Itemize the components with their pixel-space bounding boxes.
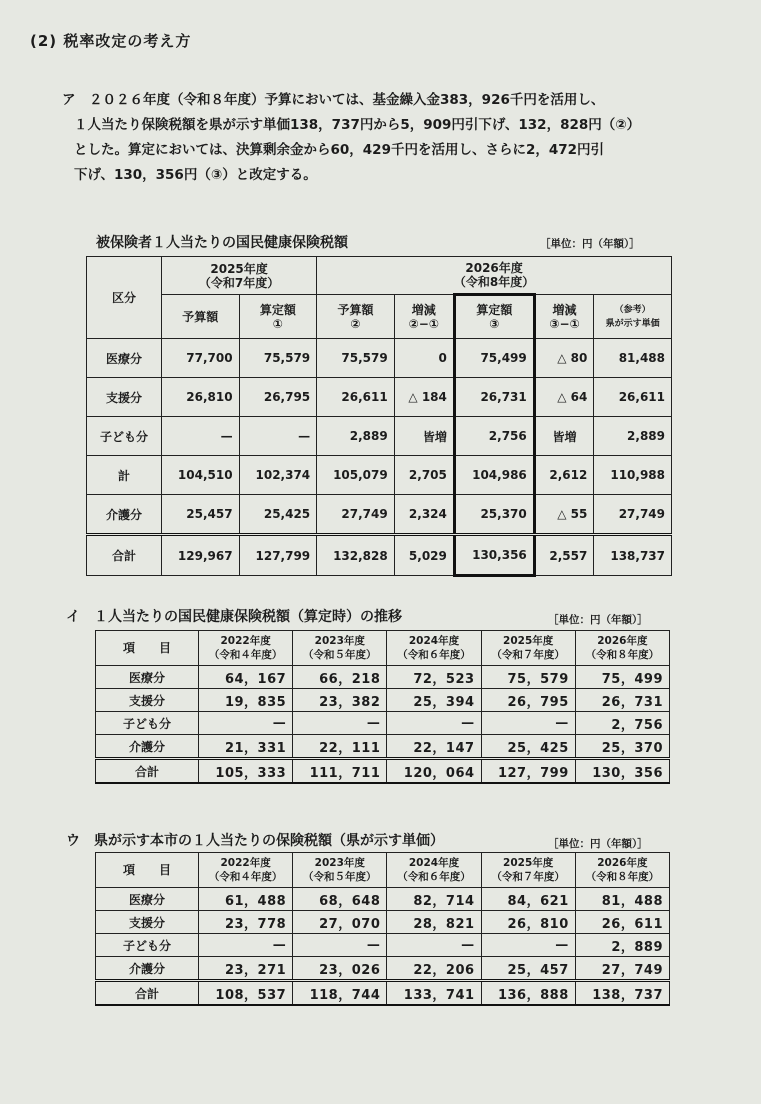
header-2025 bbox=[162, 257, 317, 295]
table-cell: 75，579 bbox=[481, 666, 575, 689]
table-cell: — bbox=[162, 417, 240, 456]
table-cell: — bbox=[387, 712, 481, 735]
row-label: 子ども分 bbox=[87, 417, 162, 456]
header-year-label: 2022年度 bbox=[220, 635, 271, 647]
header-2026-sub: （令和8年度） bbox=[453, 275, 535, 289]
header-year-sub: （令和７年度） bbox=[491, 649, 565, 661]
paragraph-line-2: １人当たり保険税額を県が示す単価138，737円から5，909円引下げ、132，828円（②） bbox=[74, 117, 641, 133]
table-cell: 28，821 bbox=[387, 911, 481, 934]
table-cell: 23，026 bbox=[293, 957, 387, 981]
row-label: 介護分 bbox=[96, 957, 199, 981]
row-label: 医療分 bbox=[96, 666, 199, 689]
header-year-sub: （令和４年度） bbox=[208, 649, 283, 661]
table-cell: 111，711 bbox=[293, 759, 387, 784]
paragraph-line-1: ア ２０２６年度（令和８年度）予算においては、基金繰入金383，926千円を活用し、 bbox=[62, 92, 605, 108]
table-cell: 21，331 bbox=[199, 735, 293, 759]
table-cell: 105，333 bbox=[199, 759, 293, 784]
header-item: 項 目 bbox=[96, 631, 199, 666]
row-label: 支援分 bbox=[96, 689, 199, 712]
table-cell: 130,356 bbox=[454, 535, 534, 576]
paragraph-line-4: 下げ、130，356円（③）と改定する。 bbox=[74, 167, 317, 183]
header-santei-3 bbox=[454, 295, 534, 339]
table-cell: 66，218 bbox=[293, 666, 387, 689]
header-yosan-2 bbox=[317, 295, 395, 339]
header-year-sub: （令和６年度） bbox=[397, 871, 471, 883]
table-cell: 133，741 bbox=[387, 981, 481, 1006]
table-row bbox=[87, 378, 672, 417]
header-zougen-1-label: 増減 bbox=[411, 302, 436, 317]
table-row bbox=[96, 934, 670, 957]
header-year-label: 2024年度 bbox=[408, 635, 460, 647]
table-cell: 26,810 bbox=[162, 378, 240, 417]
table-cell: 0 bbox=[394, 339, 454, 378]
table-cell: — bbox=[293, 934, 387, 957]
table-cell: 102,374 bbox=[239, 456, 317, 495]
table-cell: 25，394 bbox=[387, 689, 481, 712]
header-santei-1-label: 算定額 bbox=[259, 302, 296, 317]
table-cell: 25,425 bbox=[239, 495, 317, 535]
table-row bbox=[96, 911, 670, 934]
header-reference-sub: 県が示す単価 bbox=[605, 318, 660, 329]
table-cell: — bbox=[481, 712, 575, 735]
table-cell: 25,370 bbox=[454, 495, 534, 535]
table-cell: — bbox=[481, 934, 575, 957]
table-cell: 26，731 bbox=[575, 689, 669, 712]
header-reference bbox=[594, 295, 672, 339]
table-cell: 25，425 bbox=[481, 735, 575, 759]
table-cell: 2,612 bbox=[534, 456, 594, 495]
table-cell: 皆増 bbox=[394, 417, 454, 456]
table-cell: 2,756 bbox=[454, 417, 534, 456]
table-cell: 84，621 bbox=[481, 888, 575, 911]
table-cell: — bbox=[239, 417, 317, 456]
header-year bbox=[293, 853, 387, 888]
tax-per-person-table bbox=[86, 256, 672, 577]
table-cell: 2，756 bbox=[575, 712, 669, 735]
table-row bbox=[96, 666, 670, 689]
header-year bbox=[575, 853, 669, 888]
table-cell: 26，611 bbox=[575, 911, 669, 934]
header-2025-year: 2025年度 bbox=[210, 261, 268, 276]
table-cell: 75,499 bbox=[454, 339, 534, 378]
table-row-total bbox=[87, 535, 672, 576]
table-cell: 27,749 bbox=[594, 495, 672, 535]
header-zougen-1 bbox=[394, 295, 454, 339]
table3-unit: ［単位：円（年額）］ bbox=[548, 838, 648, 850]
header-santei-3-label: 算定額 bbox=[476, 303, 513, 317]
header-year bbox=[481, 631, 575, 666]
header-2026-year: 2026年度 bbox=[465, 261, 523, 275]
header-year-label: 2023年度 bbox=[314, 635, 365, 647]
table-row bbox=[96, 712, 670, 735]
header-yosan-2-label: 予算額 bbox=[337, 302, 374, 317]
table-cell: — bbox=[387, 934, 481, 957]
table-cell: 22，111 bbox=[293, 735, 387, 759]
table1-caption: 被保険者１人当たりの国民健康保険税額 bbox=[96, 235, 348, 251]
header-reference-label: （参考） bbox=[614, 304, 651, 315]
table3-caption: ウ 県が示す本市の１人当たりの保険税額（県が示す単価） bbox=[66, 833, 444, 849]
table-cell: 82，714 bbox=[387, 888, 481, 911]
header-year-sub: （令和４年度） bbox=[208, 871, 283, 883]
table-cell: 127，799 bbox=[481, 759, 575, 784]
table-cell: 108，537 bbox=[199, 981, 293, 1006]
row-label: 支援分 bbox=[96, 911, 199, 934]
row-label: 子ども分 bbox=[96, 712, 199, 735]
table-cell: 25，457 bbox=[481, 957, 575, 981]
table-cell: 2，889 bbox=[575, 934, 669, 957]
section-heading: (2) 税率改定の考え方 bbox=[30, 32, 192, 50]
header-zougen-2 bbox=[534, 295, 594, 339]
table-cell: 104,510 bbox=[162, 456, 240, 495]
table-cell: 26，810 bbox=[481, 911, 575, 934]
table-row-total bbox=[96, 759, 670, 784]
table-cell: 72，523 bbox=[387, 666, 481, 689]
table-cell: 2,889 bbox=[594, 417, 672, 456]
table-cell: 25,457 bbox=[162, 495, 240, 535]
table-cell: 22，206 bbox=[387, 957, 481, 981]
table-cell: 27,749 bbox=[317, 495, 395, 535]
header-year-sub: （令和６年度） bbox=[397, 649, 471, 661]
table-cell: 75，499 bbox=[575, 666, 669, 689]
table-cell: 81,488 bbox=[594, 339, 672, 378]
header-year bbox=[199, 853, 293, 888]
table-row bbox=[96, 888, 670, 911]
table-cell: △ 80 bbox=[534, 339, 594, 378]
table-cell: 5,029 bbox=[394, 535, 454, 576]
table-cell: 皆増 bbox=[534, 417, 594, 456]
header-year-sub: （令和８年度） bbox=[585, 871, 660, 883]
explanation-paragraph bbox=[62, 88, 702, 188]
table-cell: 27，749 bbox=[575, 957, 669, 981]
table-cell: — bbox=[199, 934, 293, 957]
table-row bbox=[96, 735, 670, 759]
header-year bbox=[481, 853, 575, 888]
row-label: 合計 bbox=[96, 759, 199, 784]
table-cell: 68，648 bbox=[293, 888, 387, 911]
header-zougen-2-label: 増減 bbox=[552, 302, 577, 317]
header-year bbox=[199, 631, 293, 666]
table-cell: 130，356 bbox=[575, 759, 669, 784]
table-cell: 104,986 bbox=[454, 456, 534, 495]
header-year-sub: （令和５年度） bbox=[303, 871, 377, 883]
table-cell: 129,967 bbox=[162, 535, 240, 576]
table-row bbox=[96, 689, 670, 712]
table-cell: 136，888 bbox=[481, 981, 575, 1006]
table-cell: 27，070 bbox=[293, 911, 387, 934]
header-year-label: 2022年度 bbox=[220, 857, 271, 869]
table-cell: 26，795 bbox=[481, 689, 575, 712]
table-cell: 120，064 bbox=[387, 759, 481, 784]
table-cell: 81，488 bbox=[575, 888, 669, 911]
header-item: 項 目 bbox=[96, 853, 199, 888]
header-year-sub: （令和７年度） bbox=[491, 871, 565, 883]
header-year bbox=[293, 631, 387, 666]
row-label: 合計 bbox=[96, 981, 199, 1006]
row-label: 支援分 bbox=[87, 378, 162, 417]
header-zougen-1-mark: ②−① bbox=[408, 316, 439, 331]
header-year-sub: （令和８年度） bbox=[585, 649, 660, 661]
header-year-label: 2026年度 bbox=[597, 635, 648, 647]
table-cell: 23，271 bbox=[199, 957, 293, 981]
header-year bbox=[387, 853, 481, 888]
header-santei-3-mark: ③ bbox=[489, 317, 500, 331]
table-cell: — bbox=[293, 712, 387, 735]
table-cell: 105,079 bbox=[317, 456, 395, 495]
paragraph-line-3: とした。算定においては、決算剰余金から60，429千円を活用し、さらに2，472円引 bbox=[74, 142, 605, 158]
table-row bbox=[87, 495, 672, 535]
table-cell: 26,611 bbox=[594, 378, 672, 417]
header-year-label: 2024年度 bbox=[408, 857, 460, 869]
table1-unit: ［単位：円（年額）］ bbox=[540, 238, 640, 250]
header-year bbox=[575, 631, 669, 666]
table-cell: 77,700 bbox=[162, 339, 240, 378]
table-cell: 26,731 bbox=[454, 378, 534, 417]
row-label: 医療分 bbox=[96, 888, 199, 911]
header-year-sub: （令和５年度） bbox=[303, 649, 377, 661]
header-yosan-2025: 予算額 bbox=[162, 295, 240, 339]
table-cell: 118，744 bbox=[293, 981, 387, 1006]
table-cell: △ 55 bbox=[534, 495, 594, 535]
table-cell: 26,611 bbox=[317, 378, 395, 417]
table-cell: 64，167 bbox=[199, 666, 293, 689]
table-cell: 138，737 bbox=[575, 981, 669, 1006]
table-row bbox=[87, 417, 672, 456]
table-row-total bbox=[96, 981, 670, 1006]
table-cell: 110,988 bbox=[594, 456, 672, 495]
row-label: 介護分 bbox=[87, 495, 162, 535]
table-cell: 138,737 bbox=[594, 535, 672, 576]
header-zougen-2-mark: ③−① bbox=[549, 316, 580, 331]
table2-caption: イ １人当たりの国民健康保険税額（算定時）の推移 bbox=[66, 609, 402, 625]
header-santei-1-mark: ① bbox=[272, 316, 283, 331]
header-year bbox=[387, 631, 481, 666]
header-santei-1 bbox=[239, 295, 317, 339]
table-cell: △ 64 bbox=[534, 378, 594, 417]
row-label: 合計 bbox=[87, 535, 162, 576]
header-2026 bbox=[317, 257, 672, 295]
table-cell: 25，370 bbox=[575, 735, 669, 759]
table-row bbox=[87, 456, 672, 495]
table-cell: — bbox=[199, 712, 293, 735]
table2-unit: ［単位：円（年額）］ bbox=[548, 614, 648, 626]
table-cell: 2,889 bbox=[317, 417, 395, 456]
table-cell: △ 184 bbox=[394, 378, 454, 417]
header-year-label: 2023年度 bbox=[314, 857, 365, 869]
table-cell: 61，488 bbox=[199, 888, 293, 911]
table-cell: 127,799 bbox=[239, 535, 317, 576]
row-label: 計 bbox=[87, 456, 162, 495]
row-label: 医療分 bbox=[87, 339, 162, 378]
table-row bbox=[96, 957, 670, 981]
header-year-label: 2025年度 bbox=[503, 635, 554, 647]
table-cell: 132,828 bbox=[317, 535, 395, 576]
row-label: 子ども分 bbox=[96, 934, 199, 957]
table-cell: 2,557 bbox=[534, 535, 594, 576]
prefecture-unit-table bbox=[95, 852, 670, 1006]
table-cell: 75,579 bbox=[317, 339, 395, 378]
header-year-label: 2026年度 bbox=[597, 857, 648, 869]
table-cell: 75,579 bbox=[239, 339, 317, 378]
table-cell: 23，778 bbox=[199, 911, 293, 934]
table-cell: 22，147 bbox=[387, 735, 481, 759]
header-kubun: 区分 bbox=[87, 257, 162, 339]
header-yosan-2-mark: ② bbox=[350, 316, 361, 331]
table-cell: 26,795 bbox=[239, 378, 317, 417]
table-row bbox=[87, 339, 672, 378]
table-cell: 23，382 bbox=[293, 689, 387, 712]
header-year-label: 2025年度 bbox=[503, 857, 554, 869]
table-cell: 2,705 bbox=[394, 456, 454, 495]
tax-trend-table bbox=[95, 630, 670, 784]
row-label: 介護分 bbox=[96, 735, 199, 759]
table-cell: 19，835 bbox=[199, 689, 293, 712]
table-cell: 2,324 bbox=[394, 495, 454, 535]
header-2025-sub: （令和7年度） bbox=[198, 275, 280, 290]
